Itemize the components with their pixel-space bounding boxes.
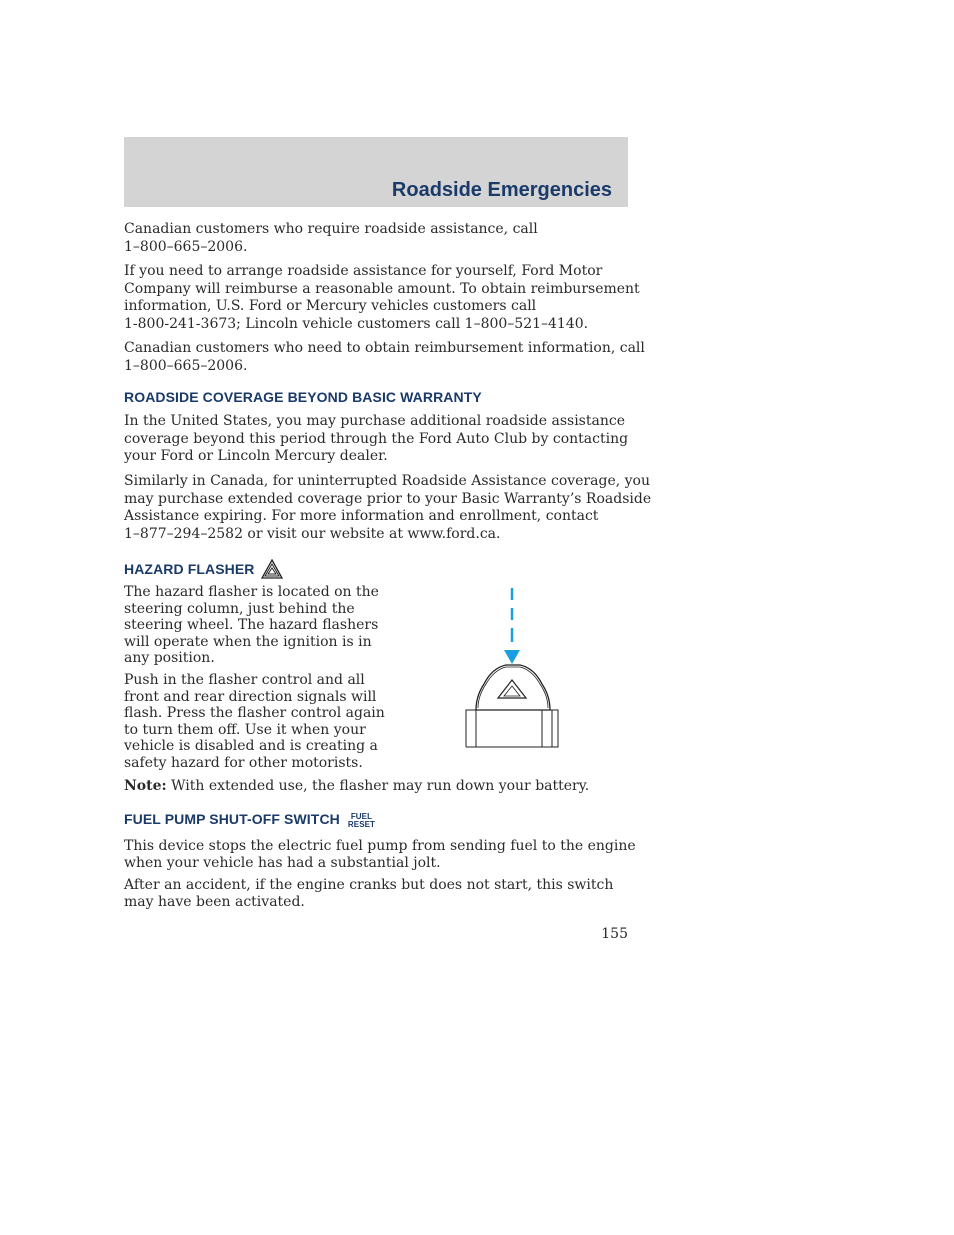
text-line: 1–877–294–2582 or visit our website at www.ford.ca. [124,525,501,542]
text-line: Push in the flasher control and all [124,672,365,688]
hazard-switch-illustration [458,584,568,754]
coverage-paragraph-2 [124,473,652,543]
section-title: Roadside Emergencies [391,179,612,201]
note-label: Note: [124,778,167,794]
hazard-heading-text: HAZARD FLASHER [124,561,255,577]
text-line: After an accident, if the engine cranks but does not start, this switch [124,877,614,893]
coverage-paragraph-1 [124,413,630,466]
text-line: The hazard flasher is located on the [124,584,379,600]
fuel-reset-icon [348,813,375,829]
text-line: steering column, just behind the [124,600,355,617]
text-line: flash. Press the flasher control again [124,705,385,721]
text-line: This device stops the electric fuel pump from sending fuel to the engine [124,838,636,854]
text-line: may purchase extended coverage prior to your Basic Warranty’s Roadside [124,490,652,507]
note-line [124,778,630,796]
text-line: 1-800-241-3673; Lincoln vehicle customers call 1–800–521–4140. [124,315,589,332]
hazard-note [124,778,630,796]
text-line: If you need to arrange roadside assistance for yourself, Ford Motor [124,263,603,279]
text-line: your Ford or Lincoln Mercury dealer. [124,448,388,464]
text-line: Canadian customers who need to obtain reimbursement information, call [124,340,645,356]
hazard-paragraph-1 [124,584,379,667]
intro-paragraph-1 [124,221,630,256]
fuel-icon-line2: RESET [347,820,376,829]
text-line: information, U.S. Ford or Mercury vehicles customers call [124,298,537,314]
section-header-band [124,137,628,207]
text-line: 1–800–665–2006. [124,238,248,255]
text-line: coverage beyond this period through the Ford Auto Club by contacting [124,430,629,447]
text-line: when your vehicle has had a substantial jolt. [124,854,441,871]
intro-paragraph-2 [124,263,640,333]
text-line: any position. [124,650,215,666]
text-line: Assistance expiring. For more information and enrollment, contact [124,508,599,524]
fuel-icon-line1: FUEL [350,812,373,821]
hazard-triangle-icon [261,559,283,579]
text-line: Company will reimburse a reasonable amount. To obtain reimbursement [124,280,640,297]
text-line: will operate when the ignition is in [124,633,372,650]
arrow-head [504,650,520,664]
switch-housing [466,710,558,747]
fuel-heading-text: FUEL PUMP SHUT-OFF SWITCH [124,811,340,827]
text-line: may have been activated. [124,893,305,910]
fuel-paragraph-2 [124,877,630,910]
text-line: In the United States, you may purchase additional roadside assistance [124,413,625,429]
hazard-paragraph-2 [124,672,385,771]
page-number: 155 [601,926,628,942]
coverage-heading: ROADSIDE COVERAGE BEYOND BASIC WARRANTY [124,389,482,405]
text-line: vehicle is disabled and is creating a [124,738,378,754]
fuel-heading [124,811,375,829]
text-line: to turn them off. Use it when your [124,721,366,738]
text-line: Canadian customers who require roadside assistance, call [124,221,538,237]
text-line: steering wheel. The hazard flashers [124,617,379,633]
text-line: safety hazard for other motorists. [124,754,363,771]
text-line: Similarly in Canada, for uninterrupted Roadside Assistance coverage, you [124,473,650,489]
text-line: front and rear direction signals will [124,688,377,705]
text-line: 1–800–665–2006. [124,357,248,374]
hazard-heading [124,559,283,579]
note-text: With extended use, the flasher may run down your battery. [166,778,590,794]
intro-paragraph-3 [124,340,645,375]
fuel-paragraph-1 [124,838,636,871]
